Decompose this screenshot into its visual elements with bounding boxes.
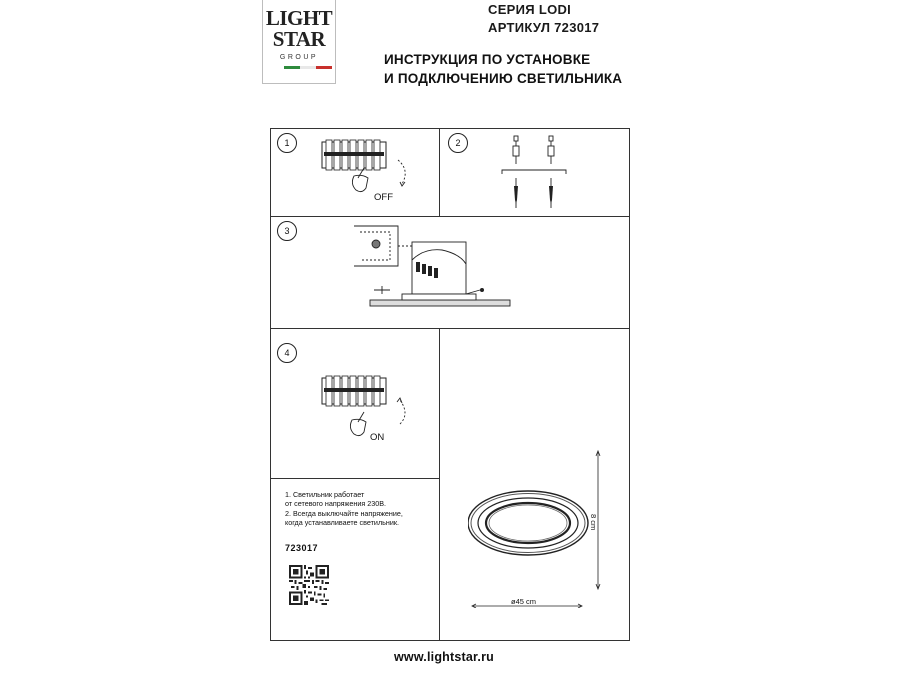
instruction-title-line2: И ПОДКЛЮЧЕНИЮ СВЕТИЛЬНИКА	[384, 71, 623, 86]
grid-divider	[271, 216, 629, 217]
logo-text-light: LIGHT	[265, 6, 333, 30]
step-2-number: 2	[448, 133, 468, 153]
flag-green-stripe	[284, 66, 300, 69]
flag-white-stripe	[300, 66, 316, 69]
grid-divider	[271, 478, 439, 479]
mounting-bracket-illustration	[498, 134, 578, 214]
note-line: когда устанавливаете светильник.	[285, 518, 400, 528]
diameter-dimension-label: ø45 cm	[511, 597, 537, 606]
note-line: от сетевого напряжения 230В.	[285, 499, 387, 509]
flag-red-stripe	[316, 66, 332, 69]
step-1-number: 1	[277, 133, 297, 153]
height-dimension-label: 8 cm	[589, 514, 598, 531]
breaker-on-illustration	[318, 374, 418, 444]
series-title: СЕРИЯ LODI	[488, 2, 572, 17]
product-code: 723017	[285, 543, 319, 553]
step-4-number: 4	[277, 343, 297, 363]
article-title: АРТИКУЛ 723017	[488, 20, 600, 35]
wiring-connection-illustration	[346, 220, 526, 320]
instruction-title-line1: ИНСТРУКЦИЯ ПО УСТАНОВКЕ	[384, 52, 591, 67]
step-4-on-label: ON	[370, 432, 385, 443]
grid-divider	[271, 328, 629, 329]
logo-text-group: GROUP	[279, 54, 319, 61]
breaker-off-illustration	[318, 138, 418, 208]
safety-notes	[285, 490, 435, 528]
brand-logo	[262, 0, 336, 84]
step-3-number: 3	[277, 221, 297, 241]
website-link[interactable]: www.lightstar.ru	[394, 650, 494, 664]
note-line: 2. Всегда выключайте напряжение,	[285, 508, 403, 518]
grid-divider	[439, 328, 440, 640]
logo-text-star: STAR	[272, 27, 326, 51]
qr-code-icon	[289, 565, 329, 605]
grid-divider	[439, 129, 440, 216]
step-1-off-label: OFF	[374, 192, 393, 203]
note-line: 1. Светильник работает	[285, 490, 365, 499]
